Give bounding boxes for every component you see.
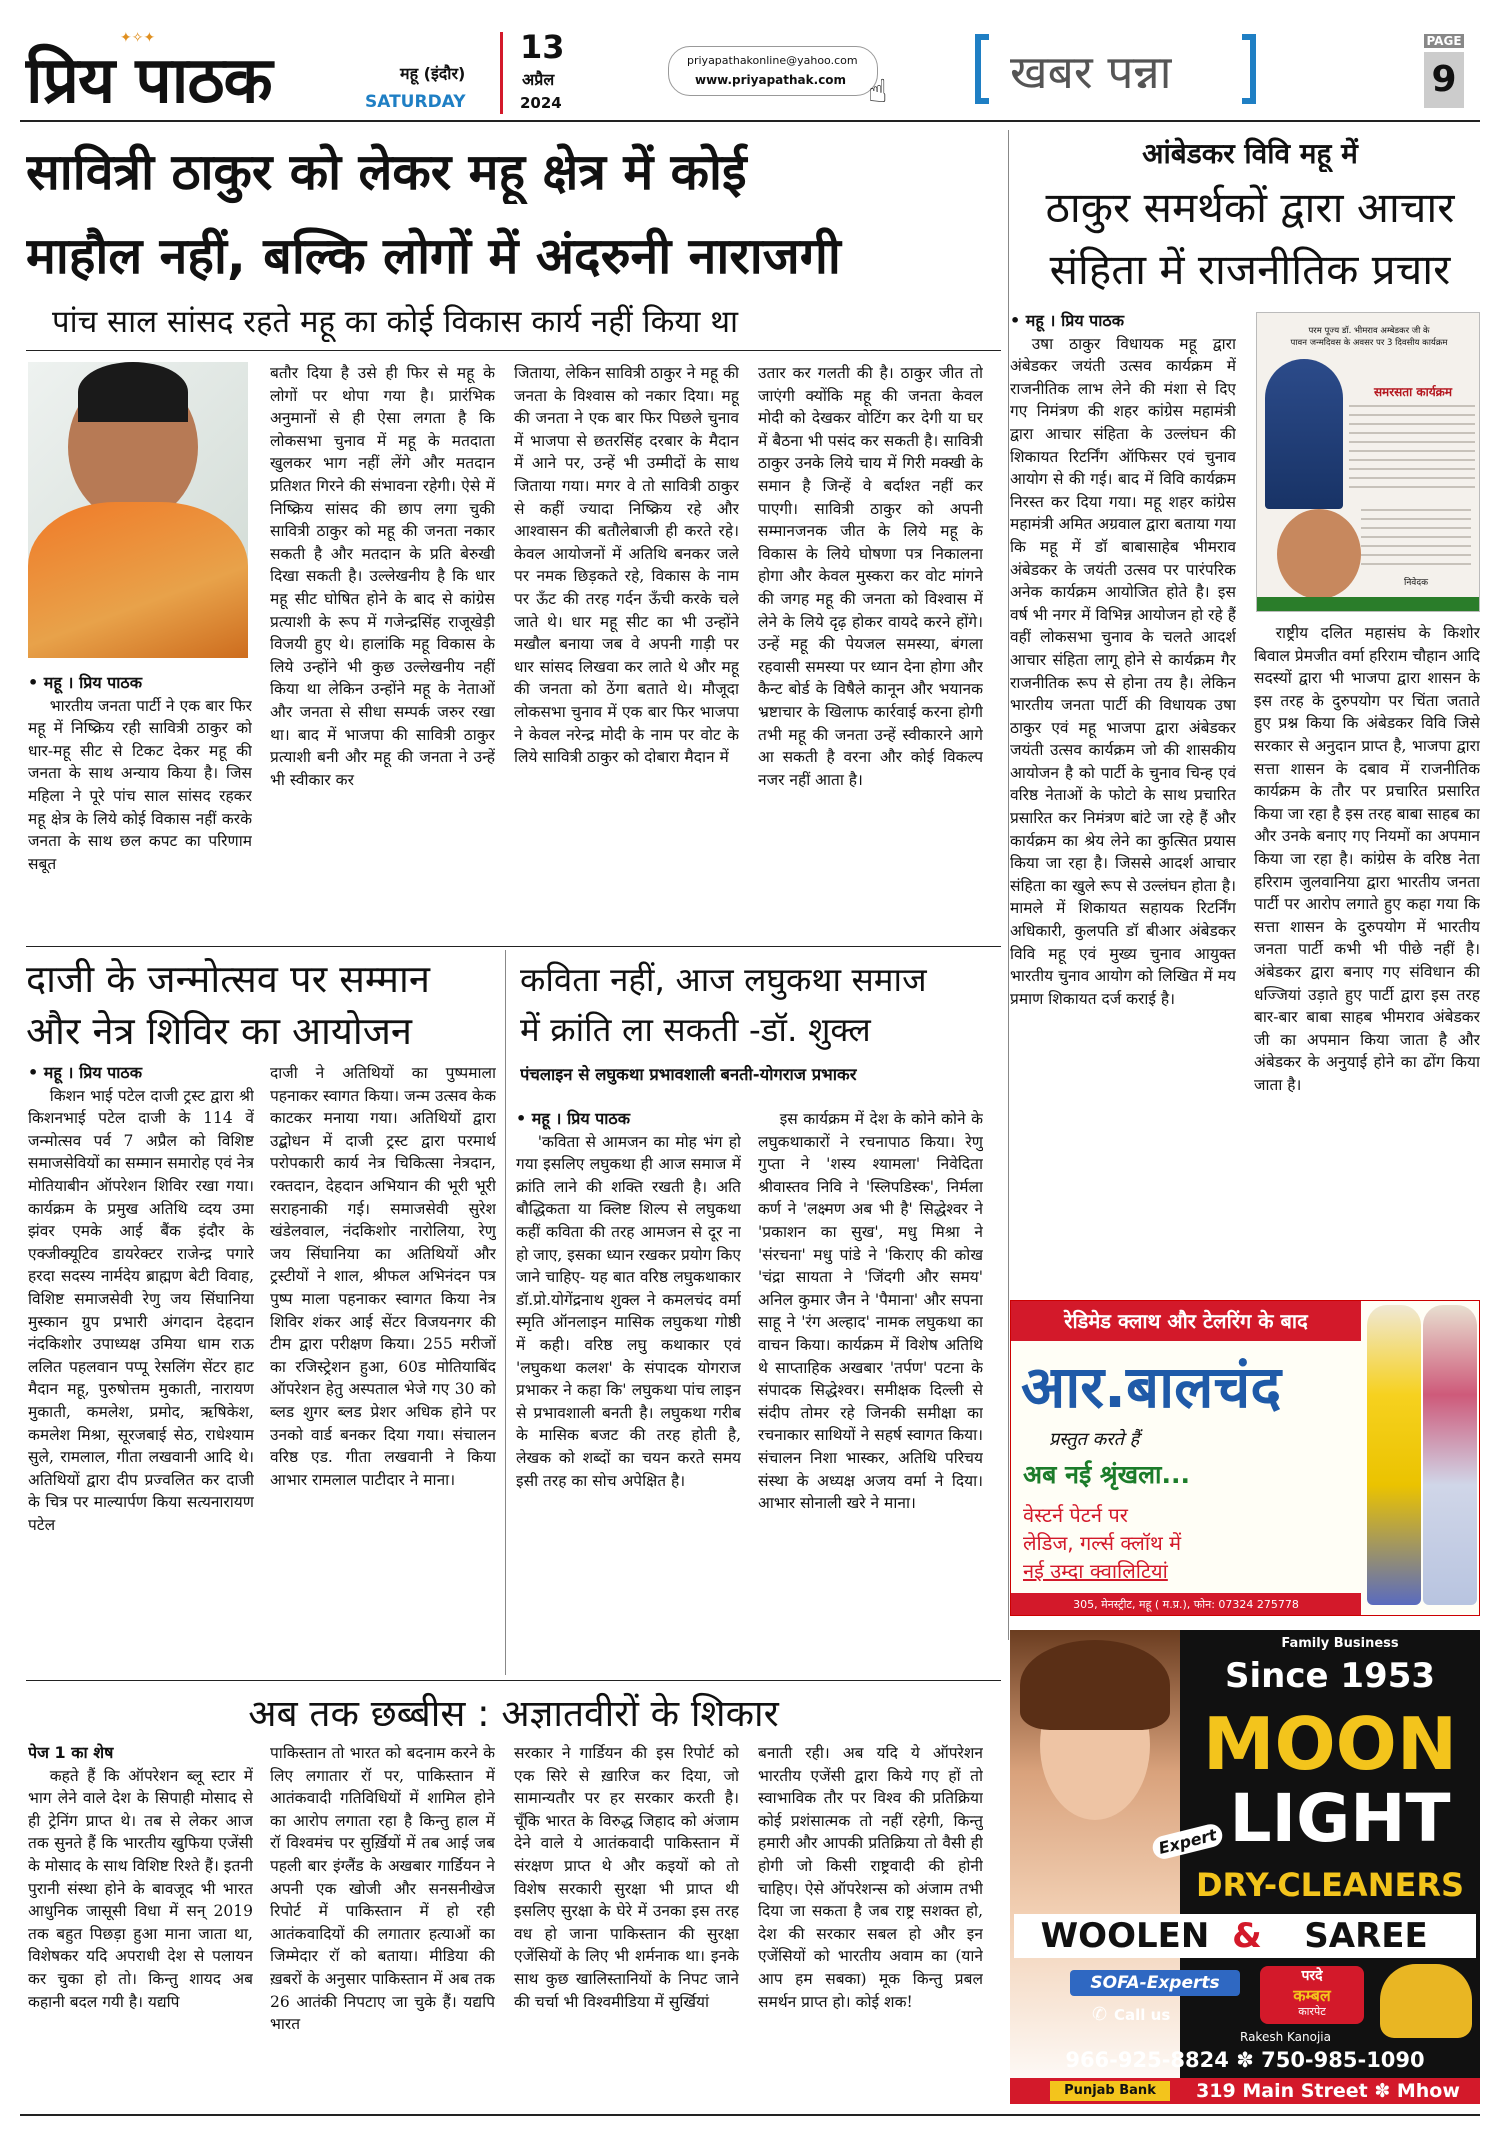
story5-top-rule — [26, 1680, 1001, 1681]
poster-line1: परम पूज्य डॉ. भीमराव अम्बेडकर जी के — [1308, 326, 1430, 336]
story2-headline-line1: आंबेडकर विवि महू में — [1142, 137, 1358, 170]
page-bottom-rule — [20, 2114, 1480, 2116]
story1-headline-line2: माहौल नहीं, बल्कि लोगों में अंदरुनी नाराजगी — [26, 227, 841, 285]
date-divider — [500, 32, 503, 114]
story1-text-4: उतार कर गलती की है। ठाकुर जीत तो जाएंगी क्योंकि महू की जनता केवल मोदी को देखकर वोटिंग कर देगी या घर में बैठना भी पसंद कर सकती है। सावित्री ठाकुर उनके लिये चाय में गिरी मक्खी के समान है जिन्हें वे बर्दाश्त नहीं कर पाएगी। सावित्री ठाकुर को अपनी सम्मानजनक जीत के लिये महू के विकास के लिये घोषणा पत्र निकालना होगा और केवल मुस्करा कर वोट मांगने की जगह महू की जनता को विश्वास में लेने के लिये दृढ़ होकर वायदे करने होंगे। उन्हें महू की पेयजल समस्या, बंगला रहवासी समस्या पर ध्यान देना होगा और कैन्ट बोर्ड के विषैले कानून और भयानक भ्रष्टाचार के खिलाफ कार्रवाई करना होगी तभी महू की जनता उन्हें स्वीकारने आगे आ सकती है वरना और कोई विकल्प नजर नहीं आता है। — [758, 364, 983, 789]
story2-headline-line3: संहिता में राजनीतिक प्रचार — [1049, 245, 1451, 294]
moonlight-since: Since 1953 — [1224, 1656, 1436, 1696]
story2-text-2: राष्ट्रीय दलित महासंघ के किशोर बिवाल प्रेमजीत वर्मा हरिराम चौहान आदि सदस्यों द्वारा भी भाजपा द्वारा शासन के इस तरह के दुरुपयोग पर चिंता जताते हुए प्रश्न किया कि अंबेडकर विवि जिसे सरकार से अनुदान प्राप्त है, भाजपा द्वारा सत्ता शासन के दबाव में राजनीतिक कार्यक्रम के तौर पर प्रचारित प्रसारित किया जा रहा है इस तरह बाबा साहब का और उनके बनाए गए नियमों का अपमान किया जा रहा है। कांग्रेस के वरिष्ठ नेता हरिराम जुलवानिया द्वारा भारतीय जनता पार्टी पर आरोप लगाते हुए कहा गया कि सत्ता शासन के दुरुपयोग में भारतीय जनता पार्टी कभी भी पीछे नहीं है। अंबेडकर द्वारा बनाए गए संविधान की धज्जियां उड़ाते हुए पार्टी द्वारा इस तरह बार-बार बाबा साहब भीमराव अंबेडकर जी का अपमान किया जाता है और अंबेडकर के अनुयाई होने का ढोंग किया जाता है। — [1254, 624, 1480, 1094]
masthead-month: अप्रैल — [522, 70, 555, 89]
poster-title: समरसता कार्यक्रम — [1373, 385, 1453, 399]
story1-byline: • महू । प्रिय पाठक — [28, 673, 142, 692]
right-zone-divider — [1008, 130, 1009, 1640]
story3-column-2 — [270, 1062, 496, 1674]
balchand-offer1: वेस्टर्न पेटर्न पर — [1023, 1503, 1128, 1527]
masthead-email[interactable]: priyapathakonline@yahoo.com — [687, 54, 858, 67]
balchand-brand: आर.बालचंद — [1021, 1353, 1282, 1421]
moonlight-expert: Expert — [1150, 1822, 1225, 1862]
model-figure-2 — [1423, 1305, 1477, 1605]
story4-text-1: 'कविता से आमजन का मोह भंग हो गया इसलिए लघुकथा ही आज समाज में क्रांति लाने की शक्ति रखती है। अति बौद्धिकता या क्लिष्ट शिल्प से लघुकथा कहीं कविता की तरह आमजन से दूर ना हो जाए, इसका ध्यान रखकर प्रयोग किए जाने चाहिए- यह बात वरिष्ठ लघुकथाकार डॉ.प्रो.योगेंद्रनाथ शुक्ल ने कमलचंद वर्मा स्मृति ऑनलाइन मासिक लघुकथा गोष्ठी में कही। वरिष्ठ लघु कथाकार एवं 'लघुकथा कलश' के संपादक योगराज प्रभाकर ने कहा कि' लघुकथा पांच लाइन से प्रभावशाली बनती है। लघुकथा गरीब के मासिक बजट की तरह होती है, लेखक को शब्दों का चयन करते समय इसी तरह का सोच अपेक्षित है। — [516, 1132, 741, 1490]
story1-subhead-rule — [26, 350, 1001, 351]
moonlight-family: Family Business — [1281, 1636, 1399, 1651]
story2-byline: • महू । प्रिय पाठक — [1010, 311, 1124, 330]
story1-bottom-rule — [26, 946, 1001, 947]
balchand-top-strip: रेडिमेड क्लाथ और टेलरिंग के बाद — [1011, 1301, 1361, 1341]
story5-text-1: कहते हैं कि ऑपरेशन ब्लू स्टार में भाग लेने वाले देश के सिपाही मोसाद से ही ट्रेनिंग प्राप्त थे। तब से लेकर आज तक सुनते हैं कि भारतीय खुफिया एजेंसी के मोसाद के साथ विशिष्ट रिश्ते हैं। इतनी पुरानी संस्था होने के बावजूद भी भारत आधुनिक जासूसी विधा में सन् 2019 तक बहुत पिछड़ा हुआ माना जाता था, विशेषकर यदि अपराधी देश से पलायन कर चुका हो तो। किन्तु शायद अब कहानी बदल गयी है। यद्यपि — [28, 1766, 253, 2011]
ad-moonlight[interactable] — [1010, 1630, 1480, 2104]
section-bracket-right — [1242, 34, 1256, 104]
savitri-thakur-photo — [28, 362, 248, 658]
moonlight-service: DRY-CLEANERS — [1195, 1866, 1465, 1904]
story4-column-2 — [758, 1108, 983, 1674]
contact-box — [668, 46, 878, 96]
page-number: 9 — [1424, 52, 1464, 108]
moonlight-sofa: SOFA-Experts — [1070, 1970, 1240, 1996]
masthead-rule — [20, 120, 1480, 122]
moonlight-saree: SAREE — [1304, 1916, 1428, 1956]
story1-text-1: भारतीय जनता पार्टी ने एक बार फिर महू में निष्क्रिय रही सावित्री ठाकुर को धार-महू सीट से टिकट देकर महू की जनता के साथ अन्याय किया है। जिस महिला ने पूरे पांच साल सांसद रहकर महू क्षेत्र के लिये कोई विकास नहीं करके जनता के साथ छल कपट का परिणाम सबूत — [28, 696, 252, 873]
story4-byline: • महू । प्रिय पाठक — [516, 1109, 630, 1128]
masthead-logo: प्रिय पाठक — [26, 44, 272, 118]
page-label: PAGE — [1424, 34, 1464, 48]
balchand-address: 305, मेनस्ट्रीट, महू ( म.प्र.), फोन: 07324 275778 — [1011, 1593, 1361, 1616]
story3-headline-line1: दाजी के जन्मोत्सव पर सम्मान — [26, 957, 430, 1001]
moonlight-woolen: WOOLEN — [1040, 1916, 1210, 1956]
story3-text-2: दाजी ने अतिथियों का पुष्पमाला पहनाकर स्वागत किया। जन्म उत्सव केक काटकर मनाया गया। अतिथियों द्वारा उद्बोधन में दाजी ट्रस्ट द्वारा परमार्थ परोपकारी कार्य नेत्र चिकित्सा नेत्रदान, रक्तदान, देहदान अभियान की भूरी भूरी सराहनाकी गई। समाजसेवी सुरेश खंडेलवाल, नंदकिशोर नारोलिया, रेणु जय सिंघानिया का अतिथियों और ट्रस्टीयों ने शाल, श्रीफल अभिनंदन पत्र पुष्प माला पहनाकर स्वागत किया नेत्र शिविर शंकर आई सेंटर विजयनगर की टीम द्वारा परीक्षण किया। 255 मरीजों का रजिस्ट्रेशन हुआ, 60ड मोतियाबिंद ऑपरेशन हेतु अस्पताल भेजे गए 30 को ब्लड शुगर ब्लड प्रेशर अधिक होने पर उनको वार्ड बनकर दिया गया। संचालन वरिष्ठ एड. गीता लखवानी ने किया आभार रामलाल पाटीदार ने माना। — [270, 1064, 496, 1489]
story1-headline-line1: सावित्री ठाकुर को लेकर महू क्षेत्र में कोई — [26, 143, 747, 201]
balchand-tagline2: अब नई श्रृंखला... — [1023, 1460, 1190, 1489]
story5-text-3: सरकार ने गार्डियन की इस रिपोर्ट को एक सिरे से ख़ारिज कर दिया, जो सामान्यतौर पर हर सरकार करती है। चूँकि भारत के विरुद्ध जिहाद को अंजाम देने वाले ये आतंकवादी पाकिस्तान में संरक्षण प्राप्त थे और कइयों को तो विशेष सरकारी सुरक्षा भी प्राप्त थी इसलिए सुरक्षा के घेरे में उनका इस तरह वध हो जाना पाकिस्तान की सुरक्षा एजेंसियों के लिए भी शर्मनाक था। इनके साथ कुछ खालिस्तानियों के निपट जाने की चर्चा भी विश्वमीडिया में सुर्खियां — [514, 1744, 739, 2011]
ambedkar-poster — [1256, 312, 1480, 612]
story2-column-1 — [1010, 310, 1236, 1292]
story1-column-3 — [514, 362, 739, 942]
ad-balchand[interactable] — [1010, 1300, 1480, 1616]
moonlight-curtain-line1: परदे — [1301, 1968, 1323, 1984]
masthead-website[interactable]: www.priyapathak.com — [695, 73, 847, 87]
masthead-day: 13 — [520, 28, 565, 66]
story5-text-4: बनाती रही। अब यदि ये ऑपरेशन भारतीय एजेंसी द्वारा किये गए हों तो स्वाभाविक तौर पर विश्व की प्रतिक्रिया कोई प्रशंसात्मक तो नहीं रहेगी, किन्तु हमारी और आपकी प्रतिक्रिया तो वैसी ही होगी जो किसी राष्ट्रवादी की होनी चाहिए। ऐसे ऑपरेशन्स को अंजाम तभी दिया जा सकता है जब राष्ट्र सशक्त हो, देश की सरकार सबल हो और इन एजेंसियों को भारतीय अवाम का (याने आप हम सबका) मूक किन्तु प्रबल समर्थन प्राप्त हो। कोई शक! — [758, 1744, 983, 2011]
moonlight-curtain-line2: कम्बल — [1293, 1986, 1331, 2005]
balchand-tagline1: प्रस्तुत करते हैं — [1049, 1429, 1140, 1450]
masthead-city: महू (इंदौर) — [400, 64, 466, 83]
moonlight-brand2: LIGHT — [1229, 1780, 1451, 1857]
story5-headline: अब तक छब्बीस : अज्ञातवीरों के शिकार — [248, 1692, 779, 1735]
story3-column-1 — [28, 1062, 254, 1674]
story5-column-1 — [28, 1742, 253, 2100]
moonlight-amp: & — [1232, 1916, 1262, 1956]
story2-text-1: उषा ठाकुर विधायक महू द्वारा अंबेडकर जयंती उत्सव कार्यक्रम में राजनीतिक लाभ लेने की मंशा से दिए गए निमंत्रण की शहर कांग्रेस महामंत्री द्वारा आचार संहिता के उल्लंघन की शिकायत रिटर्निंग ऑफिसर एवं चुनाव आयोग से की गई। बाद में विवि कार्यक्रम निरस्त कर दिया गया। महू शहर कांग्रेस महामंत्री अमित अग्रवाल द्वारा बताया गया कि महू में डॉ बाबासाहेब भीमराव अंबेडकर के जयंती उत्सव पर पारंपरिक अनेक कार्यक्रम आयोजित होते है। इस वर्ष भी नगर में विभिन्न आयोजन हो रहे हैं वहीं लोकसभा चुनाव के चलते आदर्श आचार संहिता लागू होने से कार्यक्रम गैर राजनीतिक रूप से होना तय है। लेकिन भारतीय जनता पार्टी की विधायक उषा ठाकुर एवं महू भाजपा द्वारा अंबेडकर जयंती उत्सव कार्यक्रम जो की शासकीय आयोजन है को पार्टी के चुनाव चिन्ह एवं वरिष्ठ नेताओं के फोटो के साथ प्रचारित प्रसारित कर निमंत्रण बांटे जा रहे हैं और कार्यक्रम का श्रेय लेने का कुत्सित प्रयास किया जा रहा है। जिससे आदर्श आचार संहिता का खुले रूप से उल्लंघन होता है। मामले में शिकायत सहायक रिटर्निंग अधिकारी, कुलपति डॉ बीआर अंबेडकर विवि महू एवं मुख्य चुनाव आयुक्त भारतीय चुनाव आयोग को लिखित में मय प्रमाण शिकायत दर्ज कराई है। — [1010, 334, 1236, 1008]
section-bracket-left — [975, 34, 989, 104]
story5-column-3 — [514, 1742, 739, 2100]
story3-text-1: किशन भाई पटेल दाजी ट्रस्ट द्वारा श्री किशनभाई पटेल दाजी के 114 वें जन्मोत्सव पर्व 7 अप्रैल को विशिष्ट समाजसेवियों का सम्मान समारोह एवं नेत्र मोतियाबीन ऑपरेशन शिविर रखा गया। कार्यक्रम के प्रमुख अतिथि व्दय उमा झंवर एमके आई बैंक इंदौर के एक्जीक्यूटिव डायरेक्टर राजेन्द्र पगारे हरदा सदस्य नार्मदेय ब्राह्मण बेटी विवाह, विशिष्ट समाजसेवी रेणु जय सिंघानिया मुस्कान ग्रुप प्रभारी अंगदान देहदान नंदकिशोर उपाध्यक्ष उमिया धाम राऊ ललित पहलवान पप्पू रेसलिंग सेंटर हाट मैदान महू, पुरुषोत्तम मुकाती, नारायण मुकाती, कमलेश, प्रमोद, ऋषिकेश, कमलेश मिश्रा, सूरजबाई सेठ, राधेश्याम सुले, रामलाल, गीता लखवानी आदि थे। अतिथियों द्वारा दीप प्रज्वलित कर दाजी के चित्र पर माल्यार्पण किया सत्यनारायण पटेल — [28, 1086, 254, 1534]
story4-headline-line1: कविता नहीं, आज लघुकथा समाज — [520, 960, 927, 999]
model-figure-1 — [1367, 1305, 1421, 1605]
masthead-weekday: SATURDAY — [365, 92, 466, 112]
story2-headline-line2: ठाकुर समर्थकों द्वारा आचार — [1045, 183, 1455, 232]
story1-text-2: बतौर दिया है उसे ही फिर से महू के लोगों पर थोपा गया है। प्रारंभिक अनुमानों से ही ऐसा लगता है कि लोकसभा चुनाव में महू के मतदाता खुलकर भाग नहीं लेंगे और मतदान प्रतिशत गिरने की संभावना रहेगी। ऐसे में निष्क्रिय सांसद की छाप लगा चुकी सावित्री ठाकुर को महू की जनता नकार सकती है और मतदान के प्रति बेरुखी दिखा सकती है। उल्लेखनीय है कि धार महू सीट घोषित होने के बाद से कांग्रेस प्रत्याशी के रूप में गजेन्द्रसिंह राजूखेड़ी विजयी हुए थे। हालांकि महू विकास के लिये उन्होंने भी कुछ उल्लेखनीय नहीं किया था लेकिन उन्होंने महू के नेताओं और जनता से सीधा सम्पर्क जरुर रखा था। बाद में भाजपा की सावित्री ठाकुर प्रत्याशी बनी और महू की जनता ने उन्हें भी स्वीकार कर — [270, 364, 495, 789]
moonlight-woman-illustration — [1010, 1630, 1180, 2104]
story1-column-1 — [28, 672, 252, 942]
story3-story4-divider — [505, 950, 506, 1675]
logo-sparkle-icon: ✦✧✦ — [120, 30, 156, 46]
story5-continued: पेज 1 का शेष — [28, 1743, 114, 1762]
story1-text-3: जिताया, लेकिन सावित्री ठाकुर ने महू की जनता के विश्वास को नकार दिया। महू की जनता ने एक बार फिर पिछले चुनाव में भाजपा से छतरसिंह दरबार के मैदान में आने पर, उन्हें भी उम्मीदों के साथ जिताया गया। मगर वे तो सावित्री ठाकुर से कहीं ज्यादा निष्क्रिय रहे और आश्वासन की बतौलेबाजी ही करते रहे। केवल आयोजनों में अतिथि बनकर जले पर नमक छिड़कते रहे, विकास के नाम पर ऊँट की तरह गर्दन ऊँची करके चले जाते थे। धार महू सीट का भी उन्होंने मखौल बनाया जब वे अपनी गाड़ी पर धार सांसद लिखवा कर लाते थे और महू की जनता को ठेंगा बताते थे। मौजूदा लोकसभा चुनाव में एक बार फिर भाजपा ने केवल नरेन्द्र मोदी के नाम पर वोट के लिये सावित्री ठाकुर को दोबारा मैदान में — [514, 364, 739, 767]
story5-column-4 — [758, 1742, 983, 2100]
story1-subhead: पांच साल सांसद रहते महू का कोई विकास कार्य नहीं किया था — [52, 304, 739, 340]
section-name: खबर पन्ना — [1010, 45, 1172, 99]
scooter-icon — [1380, 1964, 1472, 2038]
story4-subhead: पंचलाइन से लघुकथा प्रभावशाली बनती-योगराज प्रभाकर — [520, 1065, 857, 1084]
balchand-offer3: नई उम्दा क्वालिटियां — [1023, 1559, 1168, 1583]
story3-headline-line2: और नेत्र शिविर का आयोजन — [26, 1009, 413, 1053]
poster-footer: निवेदक — [1403, 578, 1429, 588]
masthead-year: 2024 — [520, 94, 562, 112]
moonlight-curtain-line3: कारपेट — [1298, 2005, 1326, 2018]
story5-text-2: पाकिस्तान तो भारत को बदनाम करने के लिए लगातार रॉ पर, पाकिस्तान में आतंकवादी गतिविधियों में शामिल होने का आरोप लगाता रहा है किन्तु हाल में रॉ विश्वमंच पर सुर्ख़ियों में तब आई जब पहली बार इंग्लैंड के अखबार गार्डियन ने अपनी एक खोजी और सनसनीखेज रिपोर्ट में पाकिस्तान में हो रही आतंकवादियों की लगातार हत्याओं का जिम्मेदार रॉ को बताया। मीडिया की ख़बरों के अनुसार पाकिस्तान में अब तक 26 आतंकी निपटाए जा चुके हैं। यद्यपि भारत — [270, 1744, 495, 2034]
masthead — [0, 0, 1500, 122]
story4-headline-line2: में क्रांति ला सकती -डॉ. शुक्ल — [520, 1010, 871, 1049]
moonlight-person: Rakesh Kanojia — [1240, 2030, 1331, 2044]
story4-text-2: इस कार्यक्रम में देश के कोने कोने के लघुकथाकारों ने रचनापाठ किया। रेणु गुप्ता ने 'शस्य श्यामला' निवेदिता श्रीवास्तव निवि ने 'स्लिपडिस्क', निर्मला कर्ण ने 'लक्ष्मण अब भी है' सिद्धेश्वर ने 'प्रकाशन का सुख', मधु मिश्रा ने 'संरचना' मधु पांडे ने 'किराए की कोख 'चंद्रा सायता ने 'जिंदगी और समय' अनिल कुमार जैन ने 'पैमाना' और सपना साहू ने 'रंग अल्हाद' नामक लघुकथा का वाचन किया। कार्यक्रम में विशेष अतिथि थे साप्ताहिक अखबार 'तर्पण' पटना के संपादक सिद्धेश्वर। समीक्षक दिल्ली से संदीप तोमर रहे जिनकी समीक्षा का रचनाकार साथियों ने सहर्ष स्वागत किया। संचालन निशा भास्कर, अतिथि परिचय संस्था के अध्यक्ष अजय वर्मा ने दिया। आभार सोनाली खरे ने माना। — [758, 1110, 983, 1513]
moonlight-address: 319 Main Street ✽ Mhow — [1196, 2080, 1460, 2102]
moonlight-phone[interactable]: 966-925-8824 ✽ 750-985-1090 — [1065, 2048, 1425, 2072]
story2-column-2 — [1254, 622, 1480, 1292]
balchand-offer2: लेडिज, गर्ल्स क्लॉथ में — [1023, 1531, 1182, 1555]
moonlight-brand1: MOON — [1202, 1702, 1458, 1786]
story3-byline: • महू । प्रिय पाठक — [28, 1063, 142, 1082]
story4-column-1 — [516, 1108, 741, 1674]
poster-line2: पावन जन्मदिवस के अवसर पर 3 दिवसीय कार्यक्रम — [1290, 338, 1448, 348]
phone-icon: ✆ — [1092, 2004, 1108, 2025]
moonlight-bank: Punjab Bank — [1050, 2081, 1170, 2101]
story1-column-2 — [270, 362, 495, 942]
story5-column-2 — [270, 1742, 495, 2100]
story1-column-4 — [758, 362, 983, 942]
pointer-hand-icon: ☝ — [868, 72, 888, 110]
moonlight-call: Call us — [1114, 2006, 1171, 2024]
